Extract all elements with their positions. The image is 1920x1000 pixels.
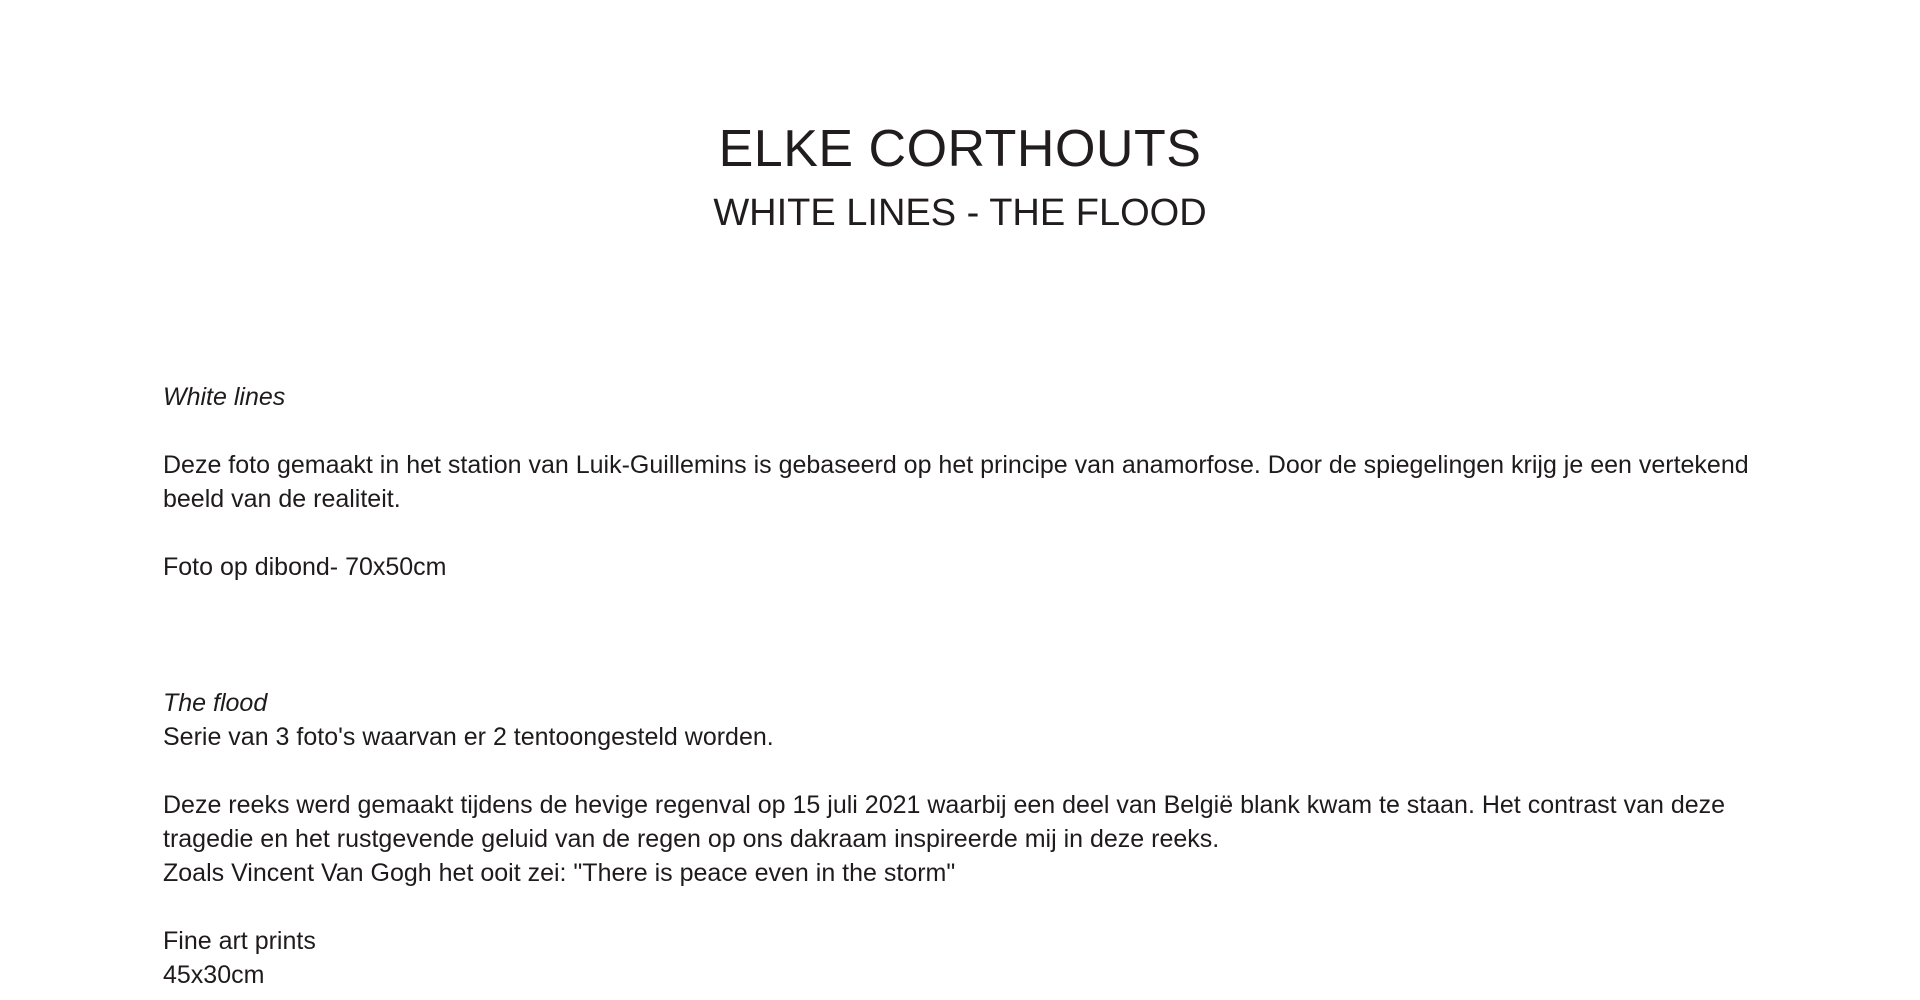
- exhibition-title: WHITE LINES - THE FLOOD: [713, 192, 1207, 234]
- section-description: Deze foto gemaakt in het station van Luik-Guillemins is gebaseerd op het principe van anamorfose. Door de spiegelingen krijg je een vertekend beeld van de realiteit.: [163, 451, 1749, 513]
- series-note: Serie van 3 foto's waarvan er 2 tentoongesteld worden.: [163, 723, 774, 751]
- document-header: [0, 118, 1920, 236]
- document-body: [163, 380, 1763, 992]
- artwork-medium: Foto op dibond- 70x50cm: [163, 553, 447, 581]
- artwork-medium: Fine art prints: [163, 927, 316, 955]
- artist-name: ELKE CORTHOUTS: [718, 120, 1202, 178]
- section-heading: The flood: [163, 689, 268, 717]
- artwork-size: 45x30cm: [163, 961, 265, 989]
- artist-quote: Zoals Vincent Van Gogh het ooit zei: "There is peace even in the storm": [163, 859, 956, 887]
- section-white-lines: [163, 380, 1763, 584]
- section-heading: White lines: [163, 383, 286, 411]
- section-the-flood: [163, 686, 1763, 992]
- section-description: Deze reeks werd gemaakt tijdens de hevige regenval op 15 juli 2021 waarbij een deel van België blank kwam te staan. Het contrast van deze tragedie en het rustgevende geluid van de regen op ons dakraam inspireerde mij in deze reeks.: [163, 791, 1726, 853]
